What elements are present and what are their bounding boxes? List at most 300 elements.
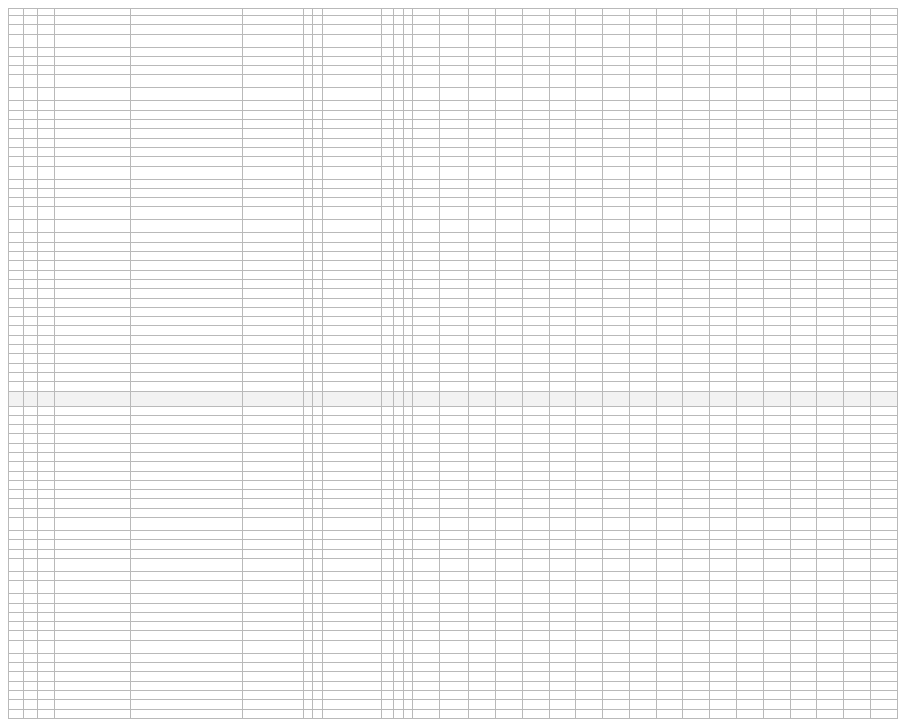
- table-cell: [303, 406, 313, 415]
- table-cell: [763, 531, 790, 540]
- table-cell: [393, 663, 403, 672]
- table-cell: [313, 261, 323, 270]
- table-cell: [38, 298, 55, 307]
- table-cell: [413, 261, 440, 270]
- table-cell: [870, 690, 897, 699]
- table-cell: [38, 382, 55, 391]
- table-cell: [870, 631, 897, 640]
- table-cell: [817, 425, 844, 434]
- table-cell: [55, 471, 131, 480]
- table-cell: [323, 317, 381, 326]
- table-cell: [603, 198, 630, 207]
- column-header: [576, 9, 603, 16]
- table-cell: [413, 279, 440, 288]
- table-cell: [763, 261, 790, 270]
- table-cell: [38, 88, 55, 101]
- table-cell: [844, 558, 871, 571]
- table-cell: [403, 508, 413, 517]
- table-cell: [817, 549, 844, 558]
- table-cell: [683, 298, 710, 307]
- table-cell: [496, 198, 523, 207]
- table-cell: [603, 462, 630, 471]
- table-cell: [23, 571, 38, 580]
- table-cell: [576, 540, 603, 549]
- table-cell: [381, 518, 393, 531]
- table-cell: [549, 663, 576, 672]
- table-cell: [603, 518, 630, 531]
- table-cell: [38, 207, 55, 220]
- table-cell: [763, 681, 790, 690]
- table-cell: [737, 207, 764, 220]
- table-cell: [303, 415, 313, 424]
- table-cell: [313, 220, 323, 233]
- column-header: [381, 9, 393, 16]
- table-cell: [763, 490, 790, 499]
- table-cell: [549, 289, 576, 298]
- table-cell: [242, 709, 303, 718]
- table-cell: [844, 443, 871, 452]
- table-cell: [870, 120, 897, 129]
- table-cell: [844, 207, 871, 220]
- table-cell: [817, 138, 844, 147]
- table-cell: [870, 354, 897, 363]
- table-cell: [323, 382, 381, 391]
- table-cell: [9, 188, 24, 197]
- table-cell: [576, 391, 603, 406]
- table-cell: [469, 207, 496, 220]
- table-cell: [656, 709, 683, 718]
- table-cell: [737, 425, 764, 434]
- table-cell: [403, 166, 413, 179]
- table-cell: [403, 549, 413, 558]
- table-cell: [790, 345, 817, 354]
- table-cell: [323, 594, 381, 603]
- table-cell: [130, 298, 242, 307]
- table-cell: [393, 549, 403, 558]
- table-cell: [130, 270, 242, 279]
- table-cell: [790, 25, 817, 34]
- table-cell: [496, 220, 523, 233]
- table-cell: [817, 531, 844, 540]
- table-cell: [313, 594, 323, 603]
- table-cell: [576, 700, 603, 709]
- table-cell: [656, 480, 683, 489]
- table-cell: [413, 612, 440, 621]
- table-cell: [790, 571, 817, 580]
- table-cell: [403, 434, 413, 443]
- table-cell: [522, 307, 549, 316]
- table-cell: [870, 270, 897, 279]
- table-cell: [710, 558, 737, 571]
- table-cell: [870, 406, 897, 415]
- table-cell: [844, 415, 871, 424]
- table-cell: [790, 603, 817, 612]
- column-header: [313, 9, 323, 16]
- table-cell: [522, 47, 549, 56]
- table-cell: [790, 640, 817, 653]
- table-cell: [656, 672, 683, 681]
- table-cell: [23, 242, 38, 251]
- table-cell: [603, 709, 630, 718]
- table-cell: [38, 279, 55, 288]
- table-cell: [576, 508, 603, 517]
- table-cell: [413, 518, 440, 531]
- table-row: [9, 88, 898, 101]
- table-cell: [576, 101, 603, 110]
- table-cell: [469, 101, 496, 110]
- table-cell: [817, 372, 844, 381]
- table-cell: [313, 75, 323, 88]
- table-cell: [313, 603, 323, 612]
- table-cell: [55, 279, 131, 288]
- table-cell: [737, 558, 764, 571]
- table-cell: [710, 540, 737, 549]
- table-cell: [629, 147, 656, 156]
- table-cell: [870, 434, 897, 443]
- table-cell: [55, 490, 131, 499]
- table-cell: [790, 653, 817, 662]
- table-cell: [440, 549, 469, 558]
- table-cell: [656, 110, 683, 119]
- table-cell: [313, 622, 323, 631]
- table-cell: [710, 681, 737, 690]
- table-cell: [629, 681, 656, 690]
- table-cell: [656, 220, 683, 233]
- table-cell: [763, 594, 790, 603]
- table-cell: [790, 16, 817, 25]
- table-cell: [656, 129, 683, 138]
- table-cell: [522, 672, 549, 681]
- table-cell: [313, 335, 323, 344]
- table-cell: [55, 622, 131, 631]
- table-cell: [656, 640, 683, 653]
- table-cell: [413, 47, 440, 56]
- table-cell: [440, 612, 469, 621]
- table-cell: [55, 531, 131, 540]
- table-cell: [323, 307, 381, 316]
- table-cell: [413, 207, 440, 220]
- table-cell: [303, 307, 313, 316]
- table-cell: [313, 382, 323, 391]
- table-cell: [303, 110, 313, 119]
- table-cell: [576, 326, 603, 335]
- table-cell: [9, 594, 24, 603]
- table-cell: [603, 129, 630, 138]
- table-cell: [576, 415, 603, 424]
- table-cell: [870, 298, 897, 307]
- table-cell: [737, 415, 764, 424]
- table-cell: [38, 233, 55, 242]
- table-cell: [23, 233, 38, 242]
- table-cell: [710, 279, 737, 288]
- table-cell: [381, 434, 393, 443]
- table-cell: [323, 499, 381, 508]
- table-cell: [817, 345, 844, 354]
- table-cell: [522, 490, 549, 499]
- table-cell: [710, 434, 737, 443]
- table-cell: [790, 198, 817, 207]
- table-cell: [737, 101, 764, 110]
- table-cell: [313, 47, 323, 56]
- table-cell: [469, 120, 496, 129]
- table-cell: [440, 425, 469, 434]
- table-cell: [393, 452, 403, 461]
- table-cell: [23, 298, 38, 307]
- table-row: [9, 490, 898, 499]
- table-cell: [23, 75, 38, 88]
- table-cell: [603, 25, 630, 34]
- table-cell: [55, 270, 131, 279]
- table-cell: [790, 549, 817, 558]
- table-cell: [393, 233, 403, 242]
- table-cell: [683, 270, 710, 279]
- table-cell: [737, 681, 764, 690]
- table-cell: [549, 612, 576, 621]
- table-cell: [790, 279, 817, 288]
- table-cell: [23, 540, 38, 549]
- table-cell: [55, 672, 131, 681]
- table-cell: [393, 270, 403, 279]
- table-cell: [737, 270, 764, 279]
- table-cell: [440, 490, 469, 499]
- table-cell: [381, 147, 393, 156]
- table-cell: [313, 709, 323, 718]
- table-cell: [844, 434, 871, 443]
- table-row: [9, 499, 898, 508]
- table-row: [9, 110, 898, 119]
- table-cell: [870, 16, 897, 25]
- table-cell: [844, 120, 871, 129]
- table-cell: [130, 406, 242, 415]
- table-cell: [844, 700, 871, 709]
- table-cell: [242, 700, 303, 709]
- table-cell: [683, 88, 710, 101]
- table-cell: [870, 88, 897, 101]
- table-cell: [710, 581, 737, 594]
- table-cell: [9, 518, 24, 531]
- table-cell: [737, 179, 764, 188]
- table-cell: [23, 16, 38, 25]
- table-cell: [603, 88, 630, 101]
- table-cell: [496, 631, 523, 640]
- table-cell: [790, 443, 817, 452]
- table-cell: [23, 631, 38, 640]
- table-cell: [629, 220, 656, 233]
- table-cell: [603, 289, 630, 298]
- table-cell: [549, 480, 576, 489]
- table-cell: [844, 709, 871, 718]
- table-cell: [817, 220, 844, 233]
- table-cell: [549, 66, 576, 75]
- table-cell: [844, 335, 871, 344]
- table-cell: [242, 335, 303, 344]
- table-cell: [130, 663, 242, 672]
- table-cell: [763, 34, 790, 47]
- table-row: [9, 631, 898, 640]
- column-header: [403, 9, 413, 16]
- table-cell: [790, 34, 817, 47]
- table-cell: [323, 681, 381, 690]
- table-cell: [313, 363, 323, 372]
- table-cell: [603, 571, 630, 580]
- table-cell: [603, 425, 630, 434]
- table-cell: [9, 179, 24, 188]
- table-cell: [844, 508, 871, 517]
- table-cell: [440, 289, 469, 298]
- table-cell: [55, 354, 131, 363]
- table-row: [9, 425, 898, 434]
- table-cell: [381, 317, 393, 326]
- column-header: [522, 9, 549, 16]
- table-cell: [763, 415, 790, 424]
- table-cell: [737, 129, 764, 138]
- table-cell: [23, 415, 38, 424]
- table-cell: [242, 391, 303, 406]
- table-cell: [440, 252, 469, 261]
- table-cell: [381, 508, 393, 517]
- table-cell: [381, 207, 393, 220]
- table-cell: [130, 279, 242, 288]
- table-cell: [496, 594, 523, 603]
- table-cell: [522, 345, 549, 354]
- table-cell: [440, 363, 469, 372]
- table-cell: [313, 508, 323, 517]
- table-cell: [790, 147, 817, 156]
- table-cell: [817, 75, 844, 88]
- table-cell: [549, 462, 576, 471]
- table-cell: [763, 462, 790, 471]
- table-cell: [549, 640, 576, 653]
- table-cell: [817, 700, 844, 709]
- table-cell: [38, 681, 55, 690]
- table-cell: [683, 434, 710, 443]
- table-row: [9, 166, 898, 179]
- table-cell: [23, 101, 38, 110]
- table-cell: [393, 47, 403, 56]
- table-cell: [603, 531, 630, 540]
- table-cell: [23, 25, 38, 34]
- table-cell: [844, 110, 871, 119]
- table-cell: [440, 129, 469, 138]
- table-cell: [413, 252, 440, 261]
- table-cell: [469, 382, 496, 391]
- table-cell: [403, 261, 413, 270]
- table-cell: [549, 147, 576, 156]
- table-cell: [469, 138, 496, 147]
- table-cell: [403, 594, 413, 603]
- table-cell: [38, 220, 55, 233]
- table-cell: [576, 345, 603, 354]
- table-row: [9, 179, 898, 188]
- table-cell: [844, 603, 871, 612]
- table-cell: [603, 157, 630, 166]
- table-cell: [440, 653, 469, 662]
- table-cell: [603, 681, 630, 690]
- table-cell: [55, 16, 131, 25]
- table-cell: [403, 298, 413, 307]
- table-cell: [737, 345, 764, 354]
- table-cell: [737, 47, 764, 56]
- table-cell: [469, 631, 496, 640]
- table-cell: [683, 188, 710, 197]
- table-cell: [844, 298, 871, 307]
- table-cell: [393, 298, 403, 307]
- table-cell: [710, 452, 737, 461]
- table-row: [9, 298, 898, 307]
- table-cell: [737, 603, 764, 612]
- table-cell: [817, 434, 844, 443]
- table-cell: [763, 317, 790, 326]
- table-cell: [55, 220, 131, 233]
- table-cell: [576, 581, 603, 594]
- table-cell: [870, 279, 897, 288]
- table-cell: [683, 289, 710, 298]
- table-cell: [817, 157, 844, 166]
- table-cell: [817, 252, 844, 261]
- table-cell: [576, 571, 603, 580]
- table-cell: [763, 434, 790, 443]
- table-cell: [381, 372, 393, 381]
- table-cell: [549, 252, 576, 261]
- table-cell: [413, 317, 440, 326]
- table-cell: [38, 406, 55, 415]
- table-cell: [870, 672, 897, 681]
- table-cell: [683, 110, 710, 119]
- table-cell: [870, 372, 897, 381]
- table-cell: [603, 672, 630, 681]
- table-cell: [413, 622, 440, 631]
- table-cell: [603, 345, 630, 354]
- table-cell: [469, 471, 496, 480]
- table-cell: [656, 261, 683, 270]
- table-cell: [393, 326, 403, 335]
- table-cell: [817, 415, 844, 424]
- table-cell: [381, 289, 393, 298]
- table-cell: [763, 157, 790, 166]
- table-cell: [629, 157, 656, 166]
- table-cell: [710, 471, 737, 480]
- table-cell: [469, 603, 496, 612]
- table-cell: [242, 233, 303, 242]
- table-row: [9, 663, 898, 672]
- table-cell: [870, 462, 897, 471]
- table-cell: [790, 270, 817, 279]
- table-cell: [469, 16, 496, 25]
- table-cell: [549, 540, 576, 549]
- table-cell: [323, 188, 381, 197]
- table-cell: [656, 88, 683, 101]
- table-cell: [55, 443, 131, 452]
- table-cell: [763, 354, 790, 363]
- table-cell: [817, 279, 844, 288]
- table-cell: [656, 354, 683, 363]
- table-cell: [844, 233, 871, 242]
- table-cell: [242, 531, 303, 540]
- table-cell: [737, 406, 764, 415]
- table-cell: [242, 129, 303, 138]
- table-cell: [576, 110, 603, 119]
- table-cell: [130, 653, 242, 662]
- table-cell: [522, 101, 549, 110]
- table-cell: [737, 298, 764, 307]
- table-cell: [393, 612, 403, 621]
- table-cell: [55, 326, 131, 335]
- table-cell: [522, 443, 549, 452]
- table-cell: [763, 363, 790, 372]
- table-cell: [55, 25, 131, 34]
- table-cell: [469, 571, 496, 580]
- table-cell: [870, 110, 897, 119]
